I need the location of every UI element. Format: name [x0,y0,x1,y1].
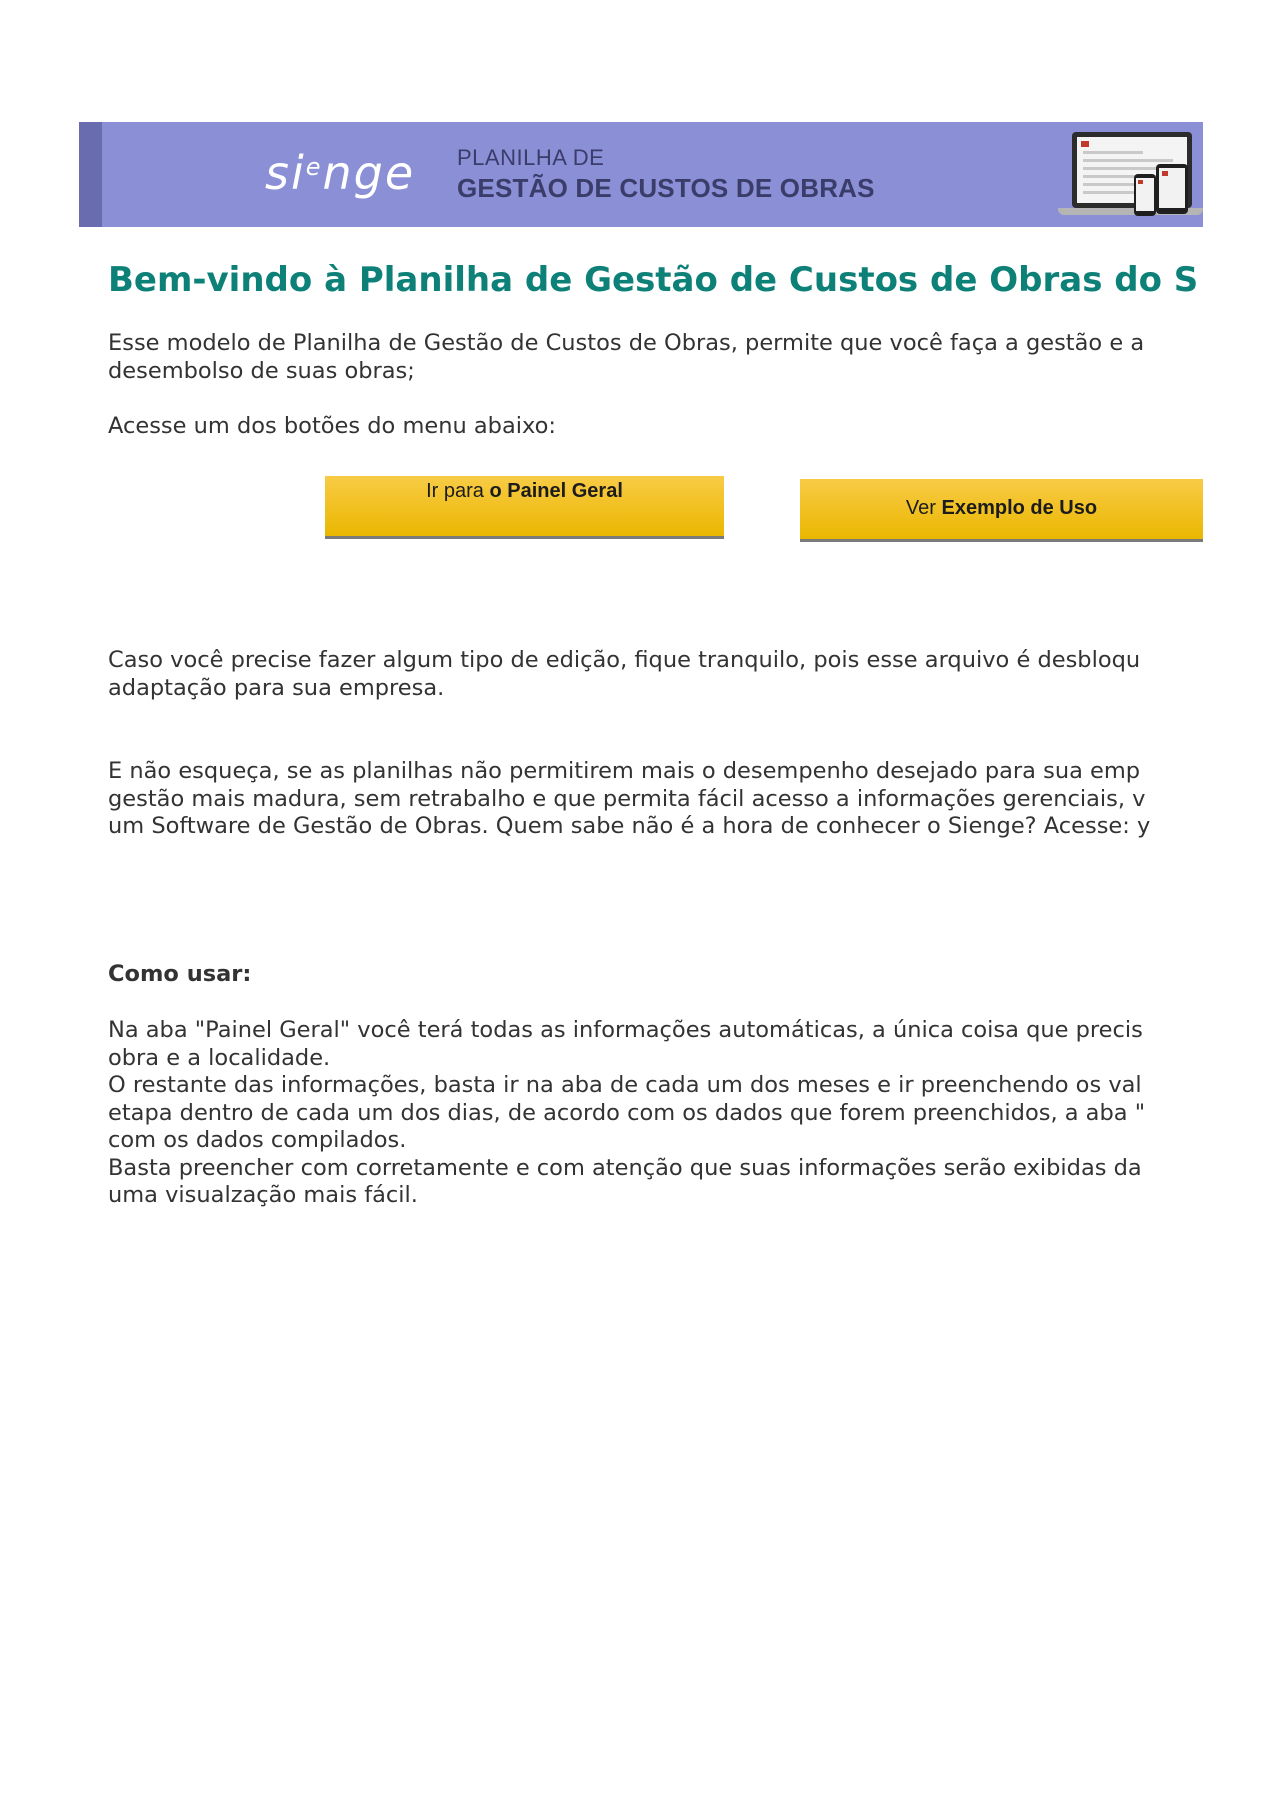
howto-heading: Como usar: [108,961,252,987]
forget-note-paragraph: E não esqueça, se as planilhas não permitirem mais o desempenho desejado para sua emp gestão mais madura, sem retrabalho e que permita fácil acesso a informações gerenciais, v um Software de Gestão de Obras. Quem sabe não é a hora de conhecer o Sienge? Acesse: y [108,758,1151,839]
access-prompt: Acesse um dos botões do menu abaixo: [108,413,556,439]
banner-title: GESTÃO DE CUSTOS DE OBRAS [457,173,875,203]
tablet-icon [1156,164,1188,214]
page-title: Bem-vindo à Planilha de Gestão de Custos de Obras do S [108,260,1199,300]
banner-stripe [79,122,102,227]
phone-icon [1134,174,1156,216]
header-banner [79,122,1203,227]
howto-paragraph: Na aba "Painel Geral" você terá todas as informações automáticas, a única coisa que precis obra e a localidade. O restante das informações, basta ir na aba de cada um dos meses e ir preenchendo os val etapa dentro de cada um dos dias, de acordo com os dados que forem preenchidos, a aba " com os dados compilados. Basta preencher com corretamente e com atenção que suas informações serão exibidas da uma visualzação mais fácil. [108,1017,1146,1208]
exemplo-de-uso-button[interactable]: Ver Exemplo de Uso [800,479,1203,542]
painel-geral-button[interactable]: Ir para o Painel Geral [325,476,724,539]
banner-subtitle: PLANILHA DE [457,145,605,170]
laptop-tablet-phone-icon [1054,130,1203,222]
edit-note-paragraph: Caso você precise fazer algum tipo de edição, fique tranquilo, pois esse arquivo é desbloqu adaptação para sua empresa. [108,647,1141,701]
intro-paragraph: Esse modelo de Planilha de Gestão de Custos de Obras, permite que você faça a gestão e a desembolso de suas obras; [108,330,1145,384]
sienge-logo: $si^enge$ [265,146,416,200]
